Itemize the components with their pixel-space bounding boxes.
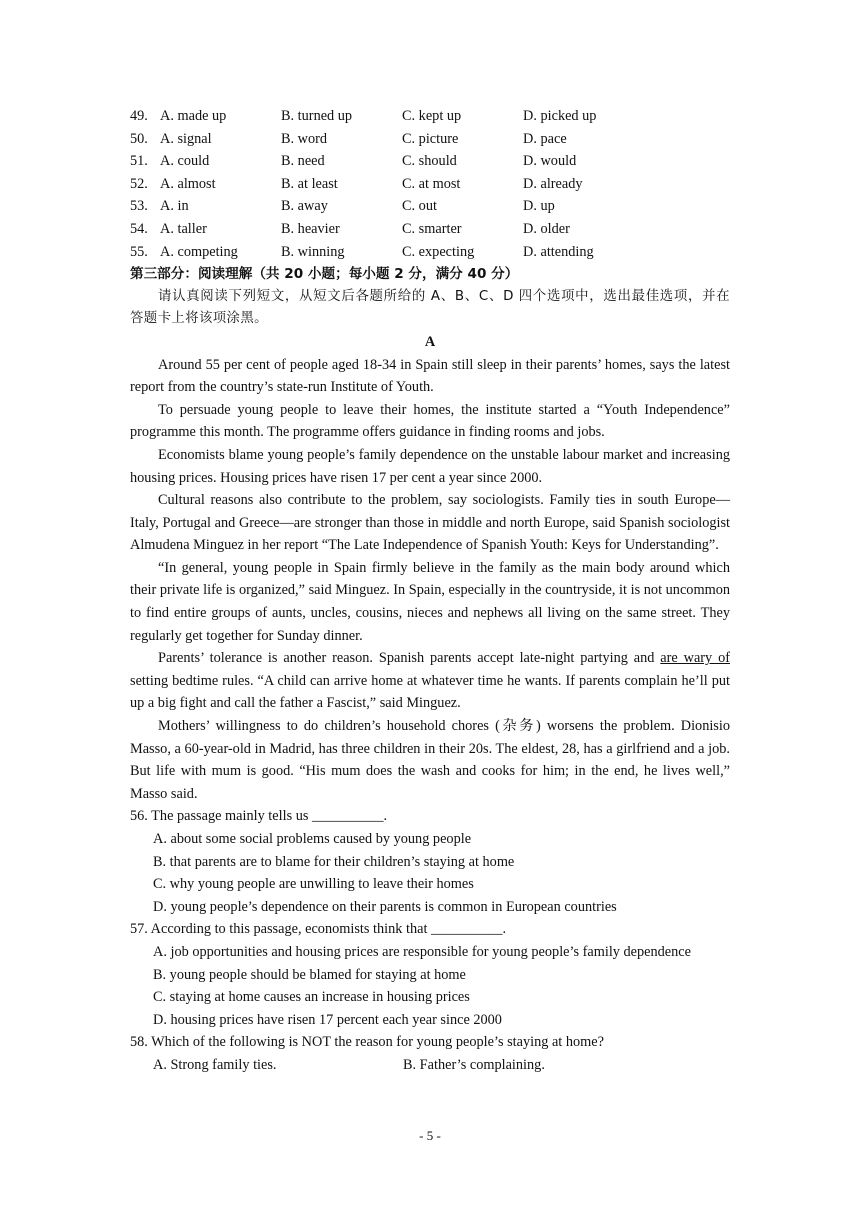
option-d: D. up <box>523 198 555 215</box>
option-b: B. word <box>281 130 328 147</box>
option-a: A. competing <box>160 243 238 260</box>
option-b: B. heavier <box>281 220 340 237</box>
section-heading: 第三部分：阅读理解（共 20 小题；每小题 2 分，满分 40 分） <box>130 266 519 283</box>
passage-paragraph <box>130 647 730 715</box>
answer-option-a: A. Strong family ties. <box>153 1056 277 1073</box>
passage-paragraph: Cultural reasons also contribute to the problem, say sociologists. Family ties in south Europe—Italy, Portugal and Greece—are stronger than those in middle and north Europe, said Spanish sociologist Almudena Minguez in her report “The Late Independence of Spanish Youth: Keys for Understanding”. <box>130 492 730 554</box>
answer-option-b: B. that parents are to blame for their children’s staying at home <box>153 853 515 870</box>
passage-paragraph: Around 55 per cent of people aged 18-34 in Spain still sleep in their parents’ homes, says the latest report from the country’s state-run Institute of Youth. <box>130 356 730 396</box>
question-stem: 57. According to this passage, economists think that __________. <box>130 921 507 938</box>
option-row <box>130 105 730 128</box>
option-c: C. expecting <box>402 243 475 260</box>
answer-option-d: D. young people’s dependence on their parents is common in European countries <box>153 898 617 915</box>
exam-page <box>130 105 730 1077</box>
option-row <box>130 241 730 264</box>
passage-paragraph: “In general, young people in Spain firmly believe in the family as the main body around which their private life is organized,” said Minguez. In Spain, especially in the countryside, it is not uncommon to find entire groups of aunts, uncles, cousins, nieces and nephews all living on the same street. They regularly get together for Sunday dinner. <box>130 559 730 644</box>
option-a: A. almost <box>160 175 216 192</box>
option-d: D. picked up <box>523 108 597 124</box>
option-d: D. older <box>523 220 570 237</box>
answer-option-a: A. about some social problems caused by young people <box>153 831 472 847</box>
question-number: 53. <box>130 198 148 215</box>
question-58 <box>130 1031 730 1076</box>
option-a: A. could <box>160 153 210 170</box>
option-row <box>130 195 730 218</box>
underlined-phrase: are wary of <box>660 650 730 667</box>
paragraph-text: setting bedtime rules. “A child can arrive home at whatever time he wants. If parents complain he’ll put up a big fight and call the father a Fascist,” said Minguez. <box>130 672 730 712</box>
answer-option-b: B. young people should be blamed for staying at home <box>153 966 466 983</box>
option-a: A. taller <box>160 220 207 237</box>
option-row <box>130 128 730 151</box>
question-number: 52. <box>130 175 148 192</box>
option-c: C. out <box>402 198 437 215</box>
option-row <box>130 150 730 173</box>
option-b: B. turned up <box>281 108 353 124</box>
answer-options-row <box>130 1054 730 1077</box>
passage-paragraph: To persuade young people to leave their homes, the institute started a “Youth Independence” programme this month. The programme offers guidance in finding rooms and jobs. <box>130 401 730 441</box>
option-d: D. attending <box>523 243 594 260</box>
option-d: D. already <box>523 175 583 192</box>
option-a: A. signal <box>160 130 212 147</box>
answer-option-d: D. housing prices have risen 17 percent each year since 2000 <box>153 1011 502 1028</box>
option-c: C. picture <box>402 130 459 147</box>
question-stem: 56. The passage mainly tells us __________. <box>130 808 388 825</box>
option-d: D. pace <box>523 130 567 147</box>
cloze-options <box>130 105 730 263</box>
question-stem: 58. Which of the following is NOT the reason for young people’s staying at home? <box>130 1034 604 1051</box>
answer-option-b: B. Father’s complaining. <box>403 1056 545 1073</box>
option-c: C. at most <box>402 175 461 192</box>
option-b: B. winning <box>281 243 345 260</box>
paragraph-text: Parents’ tolerance is another reason. Spanish parents accept late-night partying and <box>158 650 661 667</box>
answer-option-c: C. staying at home causes an increase in housing prices <box>153 989 470 1006</box>
option-a: A. in <box>160 198 189 215</box>
option-c: C. smarter <box>402 220 462 237</box>
option-d: D. would <box>523 153 577 170</box>
passage-paragraph: Mothers’ willingness to do children’s household chores (杂务) worsens the problem. Dionisio Masso, a 60-year-old in Madrid, has three children in their 20s. The eldest, 28, has a girlfriend and a job. But life with mum is good. “His mum does the wash and cooks for him; in the end, he lives well,” Masso said. <box>130 718 730 802</box>
option-b: B. at least <box>281 175 338 192</box>
section-instruction: 请认真阅读下列短文，从短文后各题所给的 A、B、C、D 四个选项中，选出最佳选项，并在答题卡上将该项涂黑。 <box>130 288 730 327</box>
question-number: 54. <box>130 220 148 237</box>
option-b: B. need <box>281 153 325 170</box>
answer-option-c: C. why young people are unwilling to leave their homes <box>153 876 474 893</box>
passage-label: A <box>424 333 436 350</box>
question-number: 49. <box>130 108 148 124</box>
option-row <box>130 173 730 196</box>
page-number: - 5 - <box>419 1128 441 1143</box>
answer-option-a: A. job opportunities and housing prices are responsible for young people’s family dependence <box>153 943 691 960</box>
question-56 <box>130 805 730 918</box>
question-number: 51. <box>130 153 148 170</box>
option-c: C. should <box>402 153 457 170</box>
question-57 <box>130 918 730 1031</box>
option-a: A. made up <box>160 108 227 124</box>
option-row <box>130 218 730 241</box>
question-number: 55. <box>130 243 148 260</box>
option-b: B. away <box>281 198 328 215</box>
option-c: C. kept up <box>402 108 462 124</box>
question-number: 50. <box>130 130 148 147</box>
passage-paragraph: Economists blame young people’s family dependence on the unstable labour market and increasing housing prices. Housing prices have risen 17 per cent a year since 2000. <box>130 446 730 486</box>
